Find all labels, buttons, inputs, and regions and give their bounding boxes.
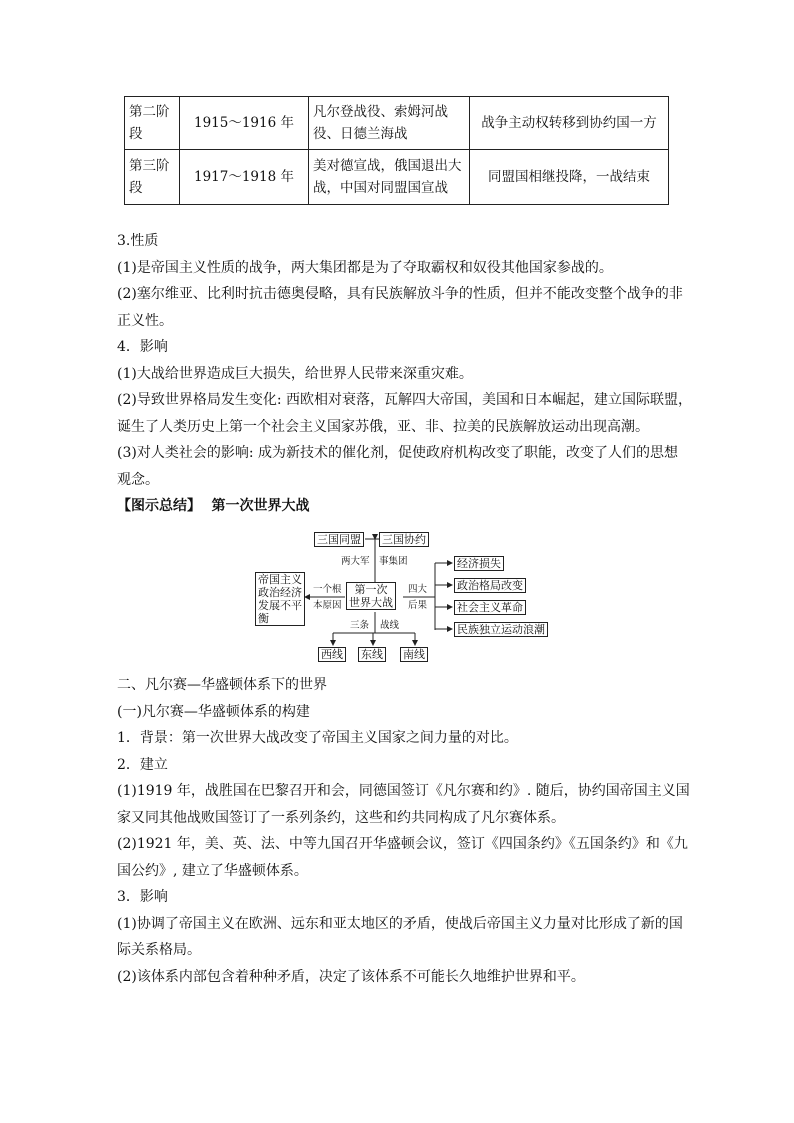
center-box [346,582,396,610]
box-triple-entente: 三国协约 [379,532,429,547]
paragraph-continuation: 正义性。 [117,312,173,329]
label-root-cause: 一个根 [313,584,342,595]
events-cell: 凡尔登战役、索姆河战役、日德兰海战 [309,97,470,150]
box-political-change: 政治格局改变 [454,578,526,593]
paragraph: (2)塞尔维亚、比利时抗击德奥侵略，具有民族解放斗争的性质，但并不能改变整个战争的非 [117,286,683,302]
cause-line: 政治经济 [258,586,302,599]
section-heading: 3.性质 [117,233,159,249]
cause-line: 发展不平 [258,599,302,612]
center-line: 世界大战 [349,596,393,609]
stage-cell: 第三阶段 [125,150,180,205]
section-heading: 4．影响 [117,339,168,355]
box-socialist-revolution: 社会主义革命 [454,600,526,615]
years-cell: 1917～1918 年 [180,150,309,205]
part-heading: 二、凡尔赛—华盛顿体系下的世界 [117,677,327,693]
center-line: 第一次 [354,583,388,596]
box-eastern-front: 东线 [358,647,386,662]
war-stages-table [124,96,669,205]
paragraph-continuation: 际关系格局。 [117,942,201,958]
box-triple-alliance: 三国同盟 [314,532,364,547]
paragraph-continuation: 国公约》, 建立了华盛顿体系。 [117,862,308,879]
result-cell: 同盟国相继投降，一战结束 [470,150,669,205]
section-heading: 3．影响 [117,889,168,905]
cause-line: 帝国主义 [258,573,302,586]
label-consequences: 后果 [408,600,428,611]
label-blocs-right: 事集团 [379,556,408,567]
paragraph-continuation: 诞生了人类历史上第一个社会主义国家苏俄，亚、非、拉美的民族解放运动出现高潮。 [117,418,649,435]
paragraph: (1)大战给世界造成巨大损失，给世界人民带来深重灾难。 [117,365,473,382]
paragraph: (3)对人类社会的影响: 成为新技术的催化剂，促使政府机构改变了职能，改变了人们的思想 [117,445,678,461]
section-heading: 2．建立 [117,756,168,773]
label-root-cause: 本原因 [313,600,342,611]
events-cell: 美对德宣战，俄国退出大战，中国对同盟国宣战 [309,150,470,205]
box-independence-wave: 民族独立运动浪潮 [454,622,548,637]
versailles-washington-section [117,672,690,990]
ww1-summary-diagram [255,527,555,667]
stage-cell: 第二阶段 [125,97,180,150]
box-economic-loss: 经济损失 [454,556,504,571]
paragraph: 1．背景：第一次世界大战改变了帝国主义国家之间力量的对比。 [117,730,518,746]
paragraph-continuation: 观念。 [117,471,159,488]
summary-title: 第一次世界大战 [211,498,310,514]
label-fronts-left: 三条 [350,620,370,631]
paragraph-continuation: 家又同其他战败国签订了一系列条约，这些和约共同构成了凡尔赛体系。 [117,809,565,826]
label-fronts-right: 战线 [380,620,400,631]
paragraph: (1)1919 年，战胜国在巴黎召开和会，同德国签订《凡尔赛和约》. 随后，协约国帝国主义国 [117,783,690,799]
box-southern-front: 南线 [400,647,428,662]
paragraph: (1)协调了帝国主义在欧洲、远东和亚太地区的矛盾，使战后帝国主义力量对比形成了新的国 [117,915,683,932]
result-cell: 战争主动权转移到协约国一方 [470,97,669,150]
cause-line: 衡 [258,612,269,625]
paragraph: (2)导致世界格局发生变化: 西欧相对衰落，瓦解四大帝国，美国和日本崛起，建立国际联盟， [117,392,692,408]
box-western-front: 西线 [318,647,346,662]
paragraph: (1)是帝国主义性质的战争，两大集团都是为了夺取霸权和奴役其他国家参战的。 [117,259,613,276]
years-cell: 1915～1916 年 [180,97,309,150]
summary-label: 【图示总结】 [117,498,201,514]
cause-box [255,572,305,626]
sub-heading: (一)凡尔赛—华盛顿体系的构建 [117,703,310,720]
paragraph: (2)该体系内部包含着种种矛盾，决定了该体系不可能长久地维护世界和平。 [117,968,585,985]
table-row [125,97,669,150]
table-row [125,150,669,205]
paragraph: (2)1921 年，美、英、法、中等九国召开华盛顿会议，签订《四国条约》《五国条约》和《九 [117,836,688,852]
nature-section [117,228,692,520]
label-blocs-left: 两大军 [341,556,370,567]
summary-heading [117,493,682,520]
label-consequences: 四大 [408,584,428,595]
